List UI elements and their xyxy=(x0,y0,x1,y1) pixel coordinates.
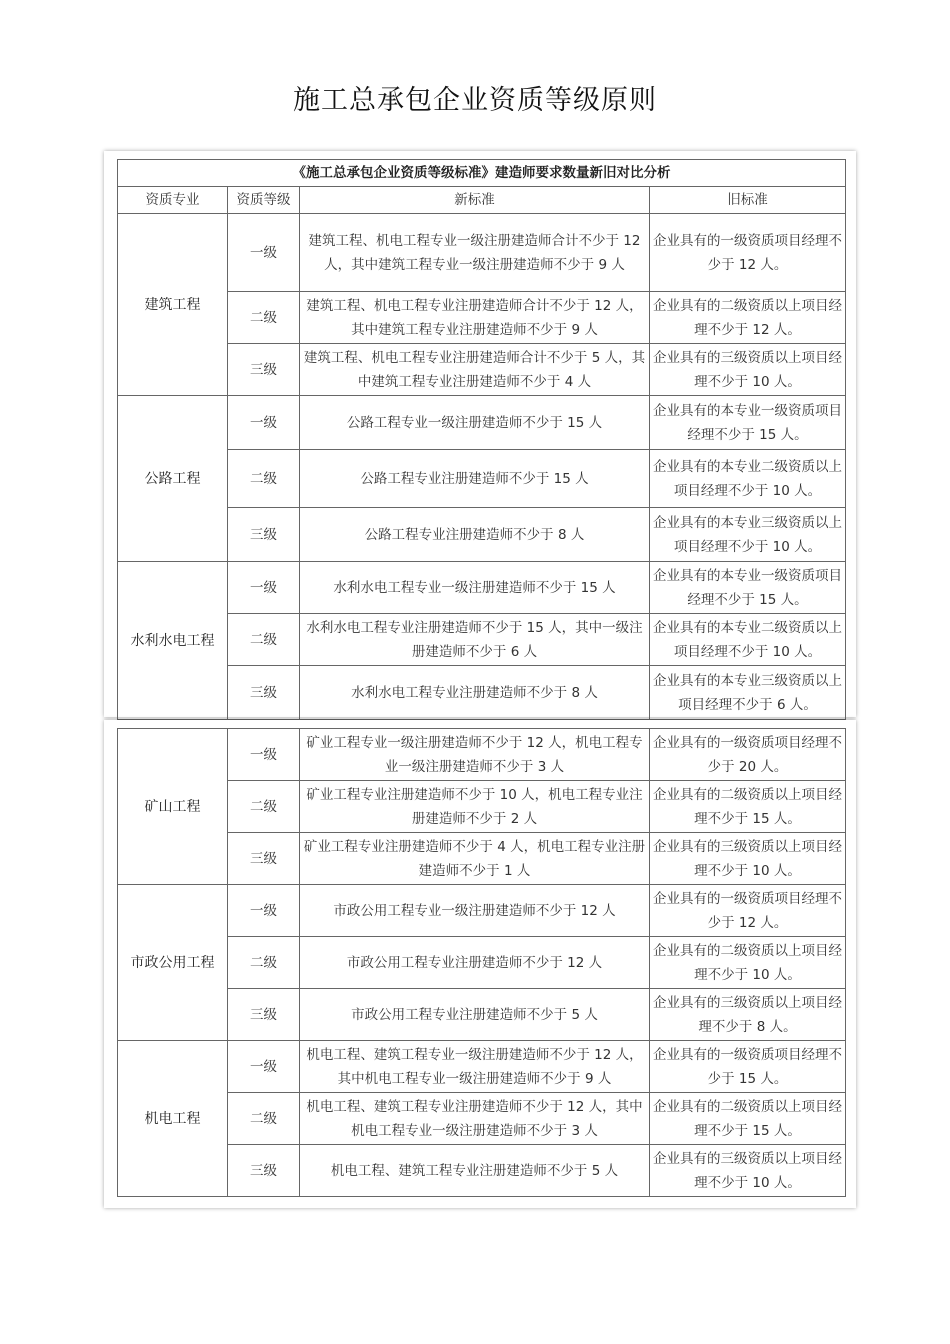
table-image-part-2 xyxy=(104,720,856,1208)
old-standard-cell: 企业具有的二级资质以上项目经理不少于 10 人。 xyxy=(650,937,846,989)
old-standard-cell: 企业具有的本专业二级资质以上项目经理不少于 10 人。 xyxy=(650,450,846,508)
major-cell: 公路工程 xyxy=(118,396,228,562)
new-standard-cell: 水利水电工程专业一级注册建造师不少于 15 人 xyxy=(300,562,650,614)
new-standard-cell: 机电工程、建筑工程专业注册建造师不少于 12 人，其中机电工程专业一级注册建造师不少于 3 人 xyxy=(300,1093,650,1145)
level-cell: 二级 xyxy=(228,1093,300,1145)
old-standard-cell: 企业具有的一级资质项目经理不少于 12 人。 xyxy=(650,214,846,292)
table-row xyxy=(118,885,846,937)
table-row xyxy=(118,937,846,989)
new-standard-cell: 机电工程、建筑工程专业一级注册建造师不少于 12 人，其中机电工程专业一级注册建造师不少于 9 人 xyxy=(300,1041,650,1093)
major-cell: 市政公用工程 xyxy=(118,885,228,1041)
qualification-table-part-1 xyxy=(117,159,846,720)
major-cell: 机电工程 xyxy=(118,1041,228,1197)
new-standard-cell: 市政公用工程专业注册建造师不少于 12 人 xyxy=(300,937,650,989)
old-standard-cell: 企业具有的二级资质以上项目经理不少于 12 人。 xyxy=(650,292,846,344)
new-standard-cell: 水利水电工程专业注册建造师不少于 15 人，其中一级注册建造师不少于 6 人 xyxy=(300,614,650,666)
old-standard-cell: 企业具有的本专业三级资质以上项目经理不少于 6 人。 xyxy=(650,666,846,720)
old-standard-cell: 企业具有的一级资质项目经理不少于 12 人。 xyxy=(650,885,846,937)
table-row xyxy=(118,666,846,720)
header-level: 资质等级 xyxy=(228,187,300,214)
level-cell: 三级 xyxy=(228,666,300,720)
new-standard-cell: 市政公用工程专业注册建造师不少于 5 人 xyxy=(300,989,650,1041)
table-row xyxy=(118,508,846,562)
old-standard-cell: 企业具有的三级资质以上项目经理不少于 10 人。 xyxy=(650,1145,846,1197)
table-row xyxy=(118,344,846,396)
table-row xyxy=(118,833,846,885)
old-standard-cell: 企业具有的三级资质以上项目经理不少于 8 人。 xyxy=(650,989,846,1041)
old-standard-cell: 企业具有的三级资质以上项目经理不少于 10 人。 xyxy=(650,833,846,885)
page-title: 施工总承包企业资质等级原则 xyxy=(293,85,657,116)
table-row xyxy=(118,989,846,1041)
major-cell: 水利水电工程 xyxy=(118,562,228,720)
level-cell: 一级 xyxy=(228,562,300,614)
table-row xyxy=(118,781,846,833)
old-standard-cell: 企业具有的二级资质以上项目经理不少于 15 人。 xyxy=(650,781,846,833)
table-row xyxy=(118,729,846,781)
level-cell: 一级 xyxy=(228,729,300,781)
level-cell: 一级 xyxy=(228,214,300,292)
level-cell: 二级 xyxy=(228,614,300,666)
new-standard-cell: 建筑工程、机电工程专业注册建造师合计不少于 12 人，其中建筑工程专业注册建造师不少于 9 人 xyxy=(300,292,650,344)
level-cell: 一级 xyxy=(228,885,300,937)
major-cell: 矿山工程 xyxy=(118,729,228,885)
old-standard-cell: 企业具有的三级资质以上项目经理不少于 10 人。 xyxy=(650,344,846,396)
old-standard-cell: 企业具有的本专业一级资质项目经理不少于 15 人。 xyxy=(650,562,846,614)
level-cell: 一级 xyxy=(228,396,300,450)
table-row xyxy=(118,614,846,666)
new-standard-cell: 矿业工程专业注册建造师不少于 10 人，机电工程专业注册建造师不少于 2 人 xyxy=(300,781,650,833)
level-cell: 三级 xyxy=(228,833,300,885)
header-new-standard: 新标准 xyxy=(300,187,650,214)
old-standard-cell: 企业具有的一级资质项目经理不少于 15 人。 xyxy=(650,1041,846,1093)
level-cell: 二级 xyxy=(228,781,300,833)
new-standard-cell: 矿业工程专业一级注册建造师不少于 12 人，机电工程专业一级注册建造师不少于 3 人 xyxy=(300,729,650,781)
old-standard-cell: 企业具有的二级资质以上项目经理不少于 15 人。 xyxy=(650,1093,846,1145)
new-standard-cell: 公路工程专业一级注册建造师不少于 15 人 xyxy=(300,396,650,450)
new-standard-cell: 矿业工程专业注册建造师不少于 4 人，机电工程专业注册建造师不少于 1 人 xyxy=(300,833,650,885)
table-row xyxy=(118,292,846,344)
new-standard-cell: 公路工程专业注册建造师不少于 15 人 xyxy=(300,450,650,508)
table-row xyxy=(118,396,846,450)
new-standard-cell: 建筑工程、机电工程专业一级注册建造师合计不少于 12 人，其中建筑工程专业一级注册建造师不少于 9 人 xyxy=(300,214,650,292)
header-old-standard: 旧标准 xyxy=(650,187,846,214)
level-cell: 二级 xyxy=(228,937,300,989)
table-row xyxy=(118,450,846,508)
level-cell: 一级 xyxy=(228,1041,300,1093)
table-row xyxy=(118,1093,846,1145)
new-standard-cell: 建筑工程、机电工程专业注册建造师合计不少于 5 人，其中建筑工程专业注册建造师不少于 4 人 xyxy=(300,344,650,396)
table-image-part-1 xyxy=(104,151,856,717)
level-cell: 二级 xyxy=(228,450,300,508)
old-standard-cell: 企业具有的一级资质项目经理不少于 20 人。 xyxy=(650,729,846,781)
old-standard-cell: 企业具有的本专业三级资质以上项目经理不少于 10 人。 xyxy=(650,508,846,562)
table-row xyxy=(118,562,846,614)
level-cell: 三级 xyxy=(228,508,300,562)
level-cell: 二级 xyxy=(228,292,300,344)
qualification-table-part-2 xyxy=(117,728,846,1197)
old-standard-cell: 企业具有的本专业一级资质项目经理不少于 15 人。 xyxy=(650,396,846,450)
level-cell: 三级 xyxy=(228,344,300,396)
header-major: 资质专业 xyxy=(118,187,228,214)
level-cell: 三级 xyxy=(228,1145,300,1197)
new-standard-cell: 市政公用工程专业一级注册建造师不少于 12 人 xyxy=(300,885,650,937)
old-standard-cell: 企业具有的本专业二级资质以上项目经理不少于 10 人。 xyxy=(650,614,846,666)
new-standard-cell: 公路工程专业注册建造师不少于 8 人 xyxy=(300,508,650,562)
table-row xyxy=(118,1041,846,1093)
table-row xyxy=(118,214,846,292)
table-row xyxy=(118,1145,846,1197)
major-cell: 建筑工程 xyxy=(118,214,228,396)
level-cell: 三级 xyxy=(228,989,300,1041)
new-standard-cell: 水利水电工程专业注册建造师不少于 8 人 xyxy=(300,666,650,720)
new-standard-cell: 机电工程、建筑工程专业注册建造师不少于 5 人 xyxy=(300,1145,650,1197)
table-caption: 《施工总承包企业资质等级标准》建造师要求数量新旧对比分析 xyxy=(118,160,846,187)
